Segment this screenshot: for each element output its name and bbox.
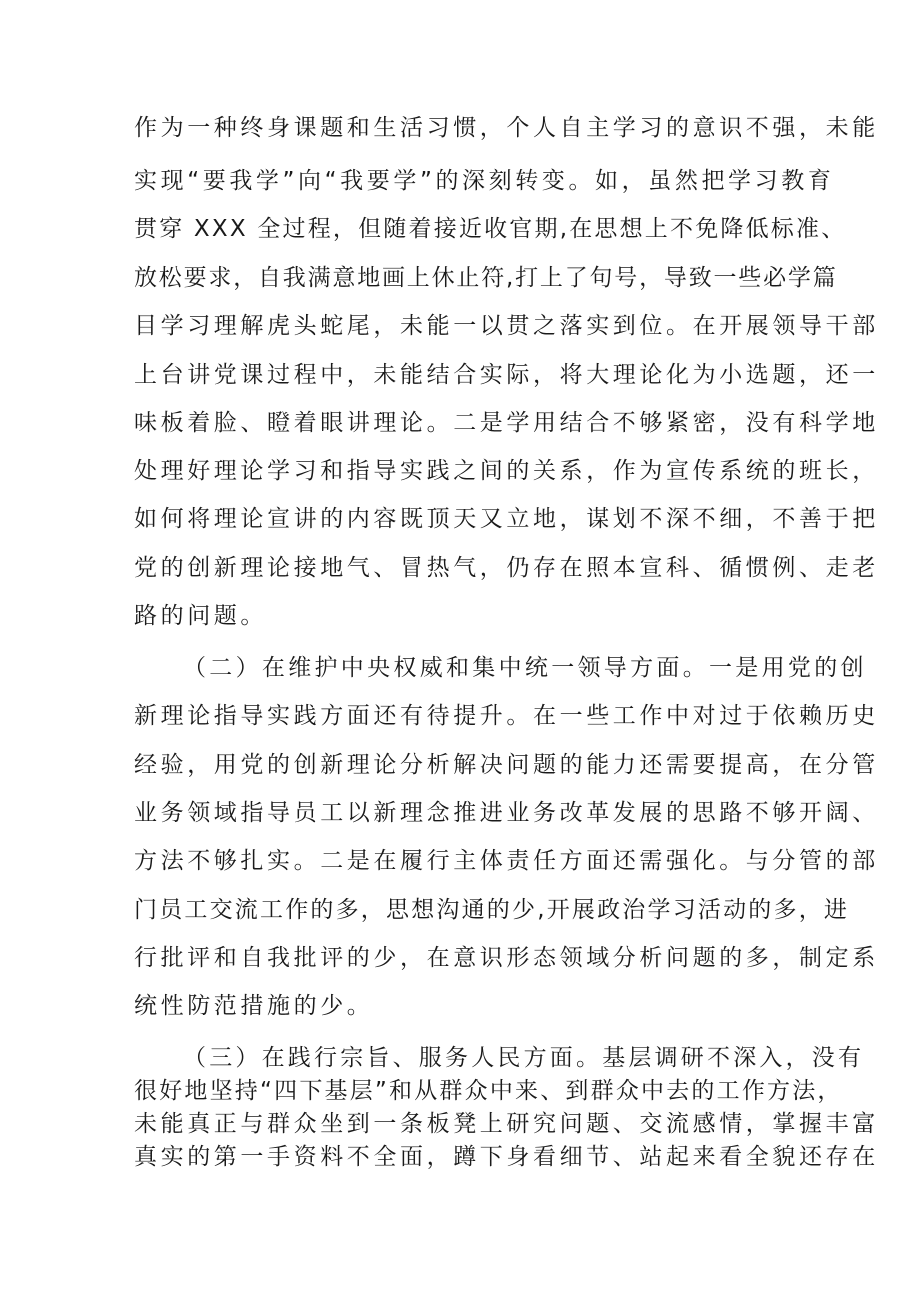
paragraph-1-line: 放松要求，自我满意地画上休止符,打上了句号，导致一些必学篇	[134, 265, 838, 291]
paragraph-2-line: 新理论指导实践方面还有待提升。在一些工作中对过于依赖历史	[134, 703, 879, 729]
paragraph-1-line: 作为一种终身课题和生活习惯，个人自主学习的意识不强，未能	[134, 115, 879, 141]
paragraph-1-line: 贯穿 XXX 全过程，但随着接近收官期,在思想上不免降低标准、	[134, 216, 847, 242]
paragraph-1-line: 目学习理解虎头蛇尾，未能一以贯之落实到位。在开展领导干部	[134, 313, 879, 339]
paragraph-1-line: 如何将理论宣讲的内容既顶天又立地，谋划不深不细，不善于把	[134, 506, 879, 532]
paragraph-2-line: 行批评和自我批评的少，在意识形态领域分析问题的多，制定系	[134, 945, 879, 971]
paragraph-3-line: 未能真正与群众坐到一条板凳上研究问题、交流感情，掌握丰富	[134, 1111, 879, 1137]
paragraph-1-line: 路的问题。	[134, 603, 267, 629]
paragraph-1-line: 党的创新理论接地气、冒热气，仍存在照本宣科、循惯例、走老	[134, 555, 879, 581]
paragraph-2-line: 统性防范措施的少。	[134, 993, 374, 1019]
paragraph-1-line: 实现“要我学”向“我要学”的深刻转变。如，虽然把学习教育	[134, 168, 835, 194]
paragraph-2-line: 门员工交流工作的多，思想沟通的少,开展政治学习活动的多，进	[134, 897, 850, 923]
paragraph-1-line: 上台讲党课过程中，未能结合实际，将大理论化为小选题，还一	[134, 362, 879, 388]
paragraph-1-line: 味板着脸、瞪着眼讲理论。二是学用结合不够紧密，没有科学地	[134, 410, 879, 436]
paragraph-2-line: 方法不够扎实。二是在履行主体责任方面还需强化。与分管的部	[134, 848, 879, 874]
paragraph-3-line: 真实的第一手资料不全面，蹲下身看细节、站起来看全貌还存在	[134, 1144, 879, 1170]
paragraph-2-line: 业务领域指导员工以新理念推进业务改革发展的思路不够开阔、	[134, 800, 879, 826]
paragraph-3-line: （三）在践行宗旨、服务人民方面。基层调研不深入，没有	[183, 1045, 865, 1071]
paragraph-2-line: 经验，用党的创新理论分析解决问题的能力还需要提高，在分管	[134, 752, 879, 778]
paragraph-2-line: （二）在维护中央权威和集中统一领导方面。一是用党的创	[183, 655, 867, 681]
paragraph-3-line: 很好地坚持“四下基层”和从群众中来、到群众中去的工作方法，	[134, 1078, 843, 1104]
paragraph-1-line: 处理好理论学习和指导实践之间的关系，作为宣传系统的班长，	[134, 458, 879, 484]
